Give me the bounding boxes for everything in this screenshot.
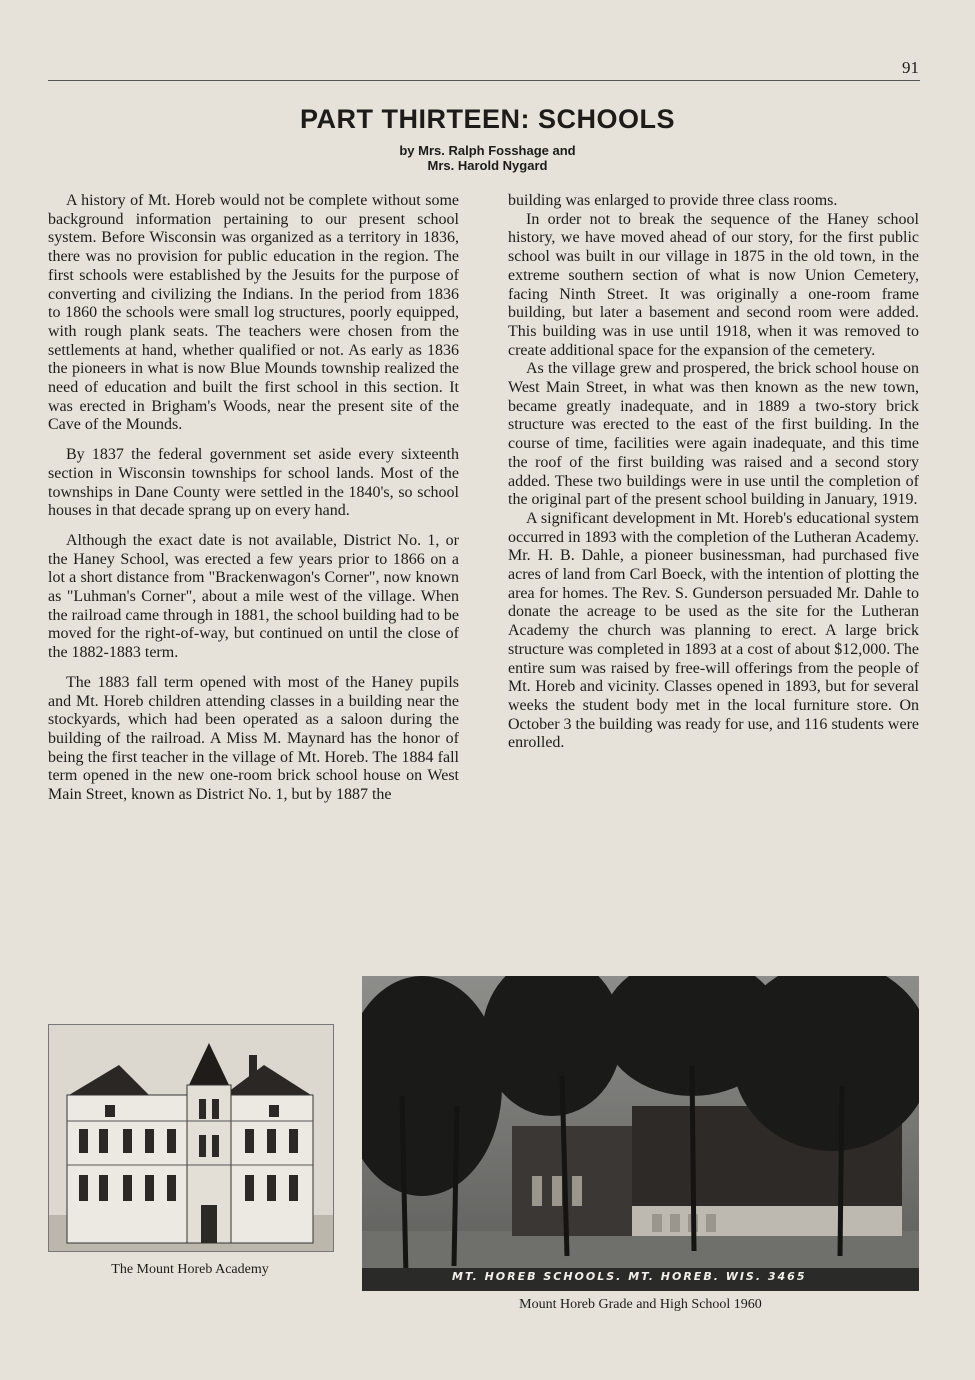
school-photo-inscription: MT. HOREB SCHOOLS. MT. HOREB. WIS. 3465 <box>452 1270 807 1283</box>
academy-photo-caption: The Mount Horeb Academy <box>111 1262 269 1277</box>
byline <box>0 143 975 173</box>
chapter-title: PART THIRTEEN: SCHOOLS <box>300 104 675 134</box>
byline-line-2: Mrs. Harold Nygard <box>427 158 548 173</box>
byline-line-1: by Mrs. Ralph Fosshage and <box>399 143 576 158</box>
academy-photo <box>48 1024 334 1252</box>
paragraph: Although the exact date is not available, District No. 1, or the Haney School, was erected a few years prior to 1866 on a lot a short distance from "Brackenwagon's Corner", now known as "Luhman's Corner", about a mile west of the village. When the railroad came through in 1881, the school building had to be moved for the right-of-way, but continued on until the close of the 1882-1883 term. <box>48 531 459 662</box>
left-column <box>48 192 459 816</box>
paragraph: By 1837 the federal government set aside every sixteenth section in Wisconsin townships for school lands. Most of the townships in Dane County were settled in the 1840's, so school houses in that decade sprang up on every hand. <box>48 446 459 520</box>
school-photo-inscription-layer <box>362 976 919 1291</box>
right-column <box>508 192 919 753</box>
academy-illustration <box>49 1025 333 1251</box>
paragraph: In order not to break the sequence of the Haney school history, we have moved ahead of our story, for the first public school was built in our village in 1875 in the old town, in the extreme southern section of what is now Union Cemetery, facing Ninth Street. It was originally a one-room frame building, but later a basement and second room were added. This building was in use until 1918, when it was removed to create additional space for the expansion of the cemetery. <box>508 210 919 359</box>
school-photo-caption: Mount Horeb Grade and High School 1960 <box>519 1297 762 1312</box>
paragraph: building was enlarged to provide three class rooms. <box>508 192 838 209</box>
paragraph: A history of Mt. Horeb would not be complete without some background information pertaining to our present school system. Before Wisconsin was organized as a territory in 1836, there was no provision for public education in the region. The first schools were established by the Jesuits for the purpose of converting and civilizing the Indians. In the period from 1836 to 1860 the schools were small log structures, poorly equipped, with rough plank seats. The teachers were chosen from the settlements at hand, whether qualified or not. As early as 1836 the pioneers in what is now Blue Mounds township realized the need of education and built the first school in this section. It was erected in Brigham's Woods, near the present site of the Cave of the Mounds. <box>48 192 459 434</box>
paragraph: As the village grew and prospered, the brick school house on West Main Street, in what was then known as the new town, became greatly inadequate, and in 1889 a two-story brick structure was erected to the east of the first building. In the course of time, facilities were again inadequate, and this time the roof of the first building was raised and a second story added. These two buildings were in use until the completion of the original part of the present school building in January, 1919. <box>508 360 919 509</box>
paragraph: The 1883 fall term opened with most of the Haney pupils and Mt. Horeb children attending classes in a building near the stockyards, which had been operated as a saloon during the building of the railroad. A Miss M. Maynard has the honor of being the first teacher in the village of Mt. Horeb. The 1884 fall term opened in the new one-room brick school house on West Main Street, known as District No. 1, but by 1887 the <box>48 673 459 804</box>
page-number: 91 <box>902 58 919 77</box>
paragraph: A significant development in Mt. Horeb's educational system occurred in 1893 with the completion of the Lutheran Academy. Mr. H. B. Dahle, a pioneer businessman, had purchased five acres of land from Carl Boeck, with the intention of plotting the area for homes. The Rev. S. Gunderson persuaded Mr. Dahle to donate the acreage to be used as the site for the Lutheran Academy the church was planning to erect. A large brick structure was completed in 1893 at a cost of about $12,000. The entire sum was raised by free-will offerings from the people of Mt. Horeb and vicinity. Classes opened in 1893, but for several weeks the student body met in the local furniture store. On October 3 the building was ready for use, and 116 students were enrolled. <box>508 509 919 752</box>
header-rule <box>48 80 920 81</box>
